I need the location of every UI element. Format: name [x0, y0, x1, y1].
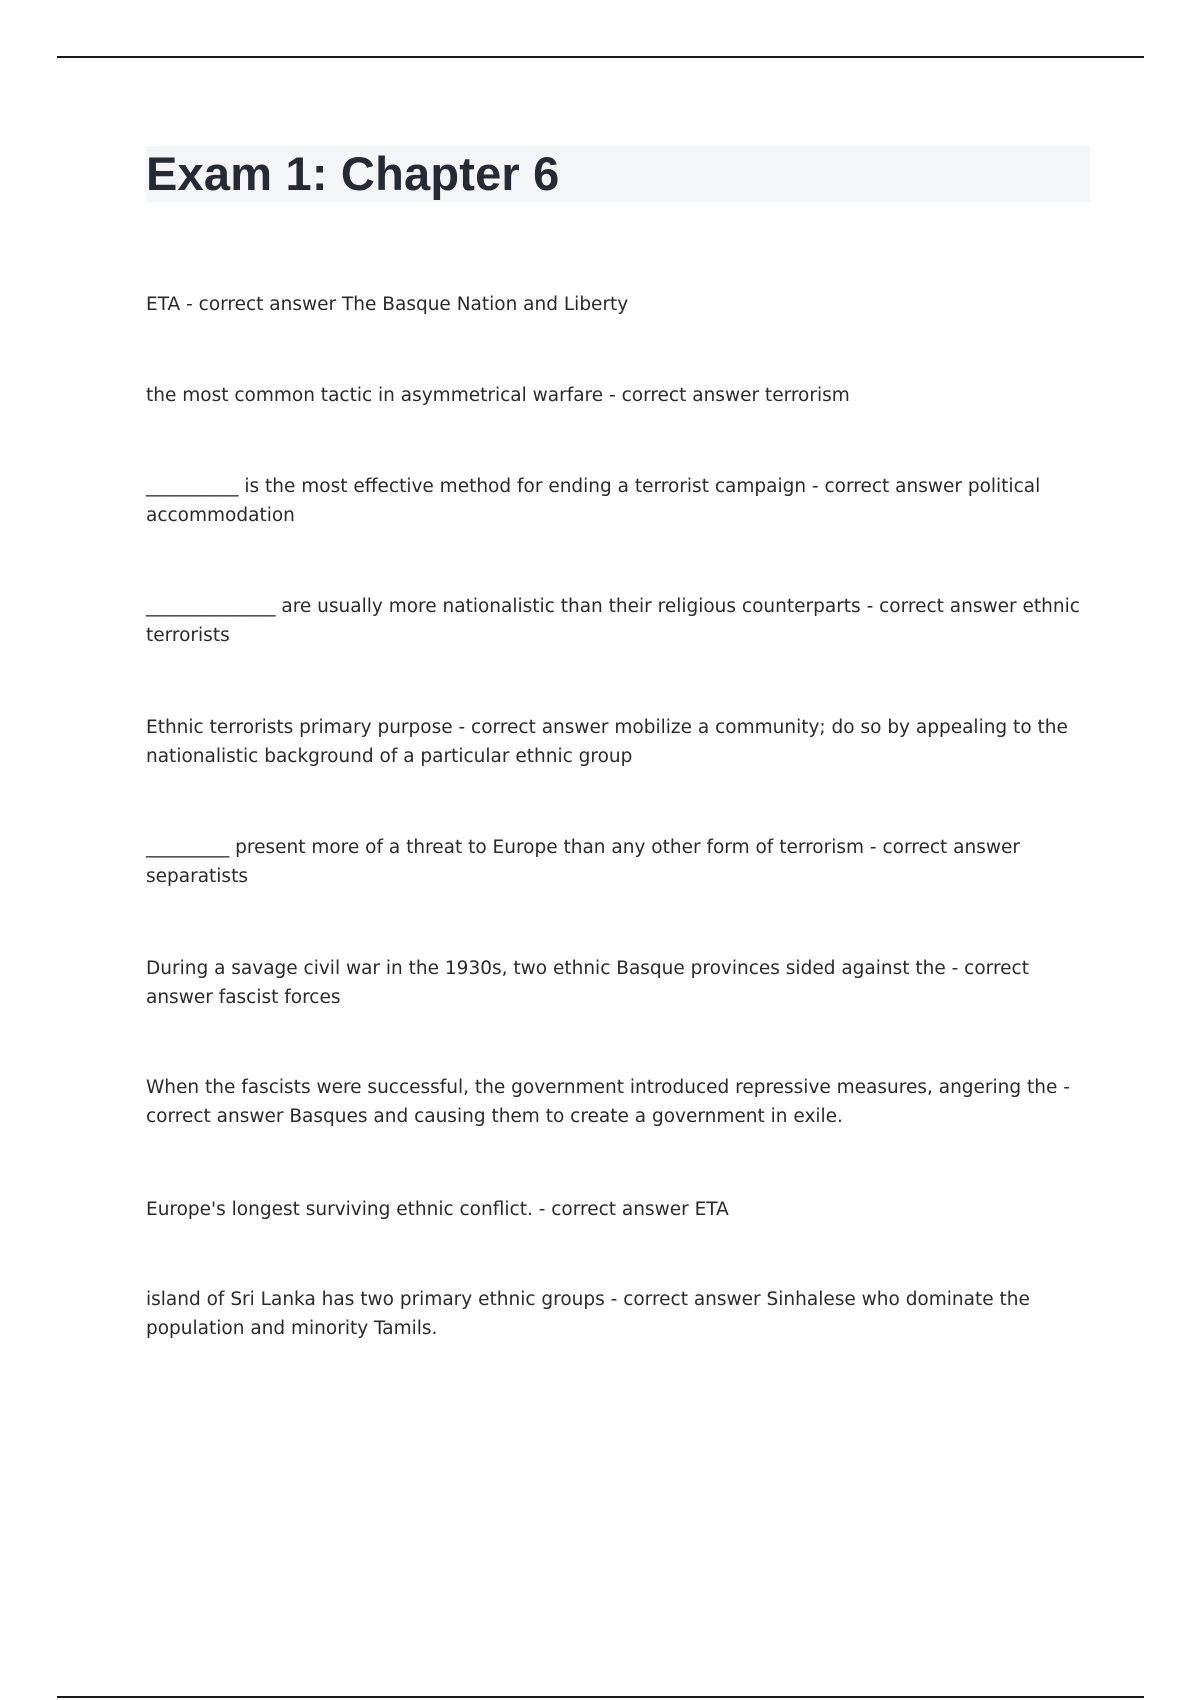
page-title: Exam 1: Chapter 6: [146, 147, 560, 200]
qa-item: ______________ are usually more nationalistic than their religious counterparts - correct answer ethnic terrorists: [146, 596, 1080, 646]
qa-item: __________ is the most effective method for ending a terrorist campaign - correct answer political accommodation: [146, 476, 1041, 526]
footer-rule: [57, 1696, 1144, 1698]
qa-item: Europe's longest surviving ethnic conflict. - correct answer ETA: [146, 1199, 729, 1220]
qa-item: island of Sri Lanka has two primary ethnic groups - correct answer Sinhalese who dominate the population and minority Tamils.: [146, 1289, 1030, 1339]
qa-item: ETA - correct answer The Basque Nation and Liberty: [146, 294, 629, 315]
qa-item: During a savage civil war in the 1930s, two ethnic Basque provinces sided against the - correct answer fascist forces: [146, 958, 1029, 1008]
header-rule: [57, 56, 1144, 58]
qa-item: Ethnic terrorists primary purpose - correct answer mobilize a community; do so by appealing to the nationalistic background of a particular ethnic group: [146, 717, 1068, 767]
qa-item: the most common tactic in asymmetrical warfare - correct answer terrorism: [146, 385, 850, 406]
qa-item: When the fascists were successful, the government introduced repressive measures, angering the - correct answer Basques and causing them to create a government in exile.: [146, 1077, 1070, 1127]
qa-item: _________ present more of a threat to Europe than any other form of terrorism - correct answer separatists: [146, 837, 1020, 887]
